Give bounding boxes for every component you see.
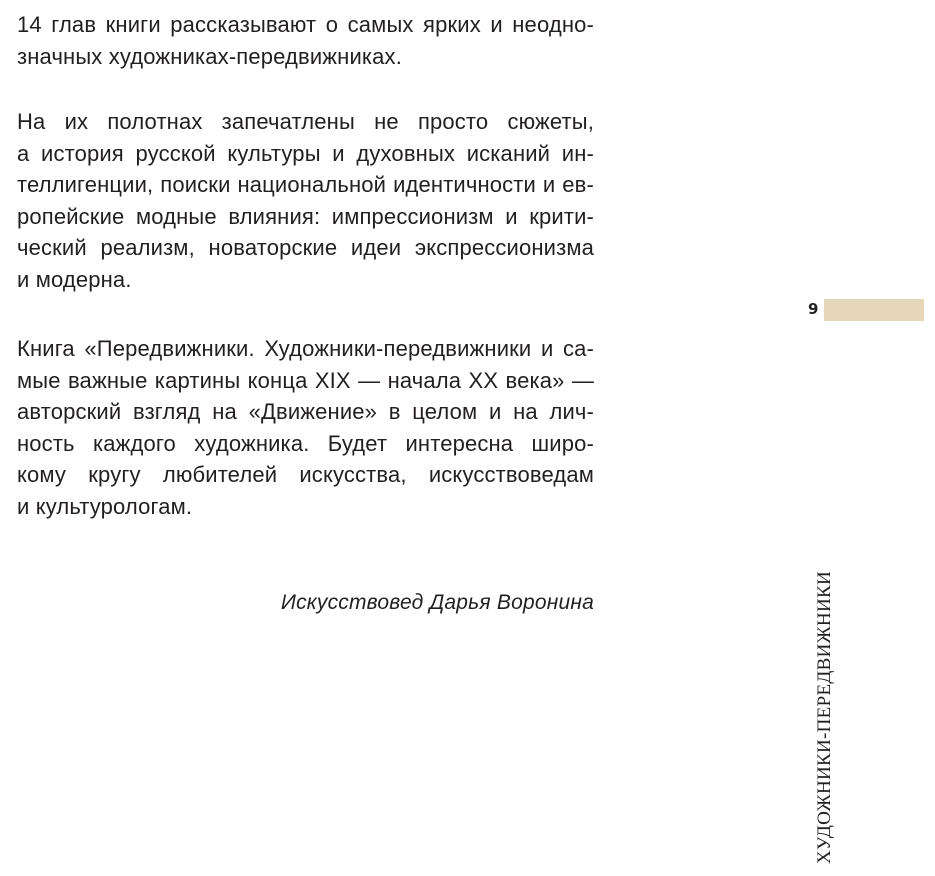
text-line: ропейские модные влияния: импрессионизм и крити- <box>17 203 594 229</box>
text-line: Книга «Передвижники. Художники-передвижники и са- <box>17 336 594 361</box>
text-line: На их полотнах запечатлены не просто сюжеты, <box>17 109 594 134</box>
paragraph-paintings <box>17 106 594 295</box>
text-line: и культурологам. <box>17 493 193 519</box>
text-line: ность каждого художника. Будет интересна широ- <box>17 430 594 456</box>
text-line: мые важные картины конца XIX — начала XX века» — <box>17 367 594 393</box>
page-number-accent-bar <box>824 299 924 321</box>
text-line: а история русской культуры и духовных исканий ин- <box>17 140 594 166</box>
text-line: 14 глав книги рассказывают о самых ярких и неодно- <box>17 12 594 37</box>
text-line: кому кругу любителей искусства, искусствоведам <box>17 462 594 487</box>
text-line: авторский взгляд на «Движение» в целом и на лич- <box>17 399 594 424</box>
text-line: и модерна. <box>17 266 132 292</box>
paragraph-intro <box>17 9 594 72</box>
text-line: значных художниках-передвижниках. <box>17 43 402 69</box>
running-title-vertical: ХУДОЖНИКИ-ПЕРЕДВИЖНИКИ <box>814 571 835 864</box>
text-line: теллигенции, поиски национальной идентичности и ев- <box>17 172 594 197</box>
paragraph-book-description <box>17 333 594 522</box>
text-line: ческий реализм, новаторские идеи экспрессионизма <box>17 235 594 260</box>
page-number: 9 <box>808 300 819 318</box>
author-signature: Искусствовед Дарья Воронина <box>280 591 594 614</box>
